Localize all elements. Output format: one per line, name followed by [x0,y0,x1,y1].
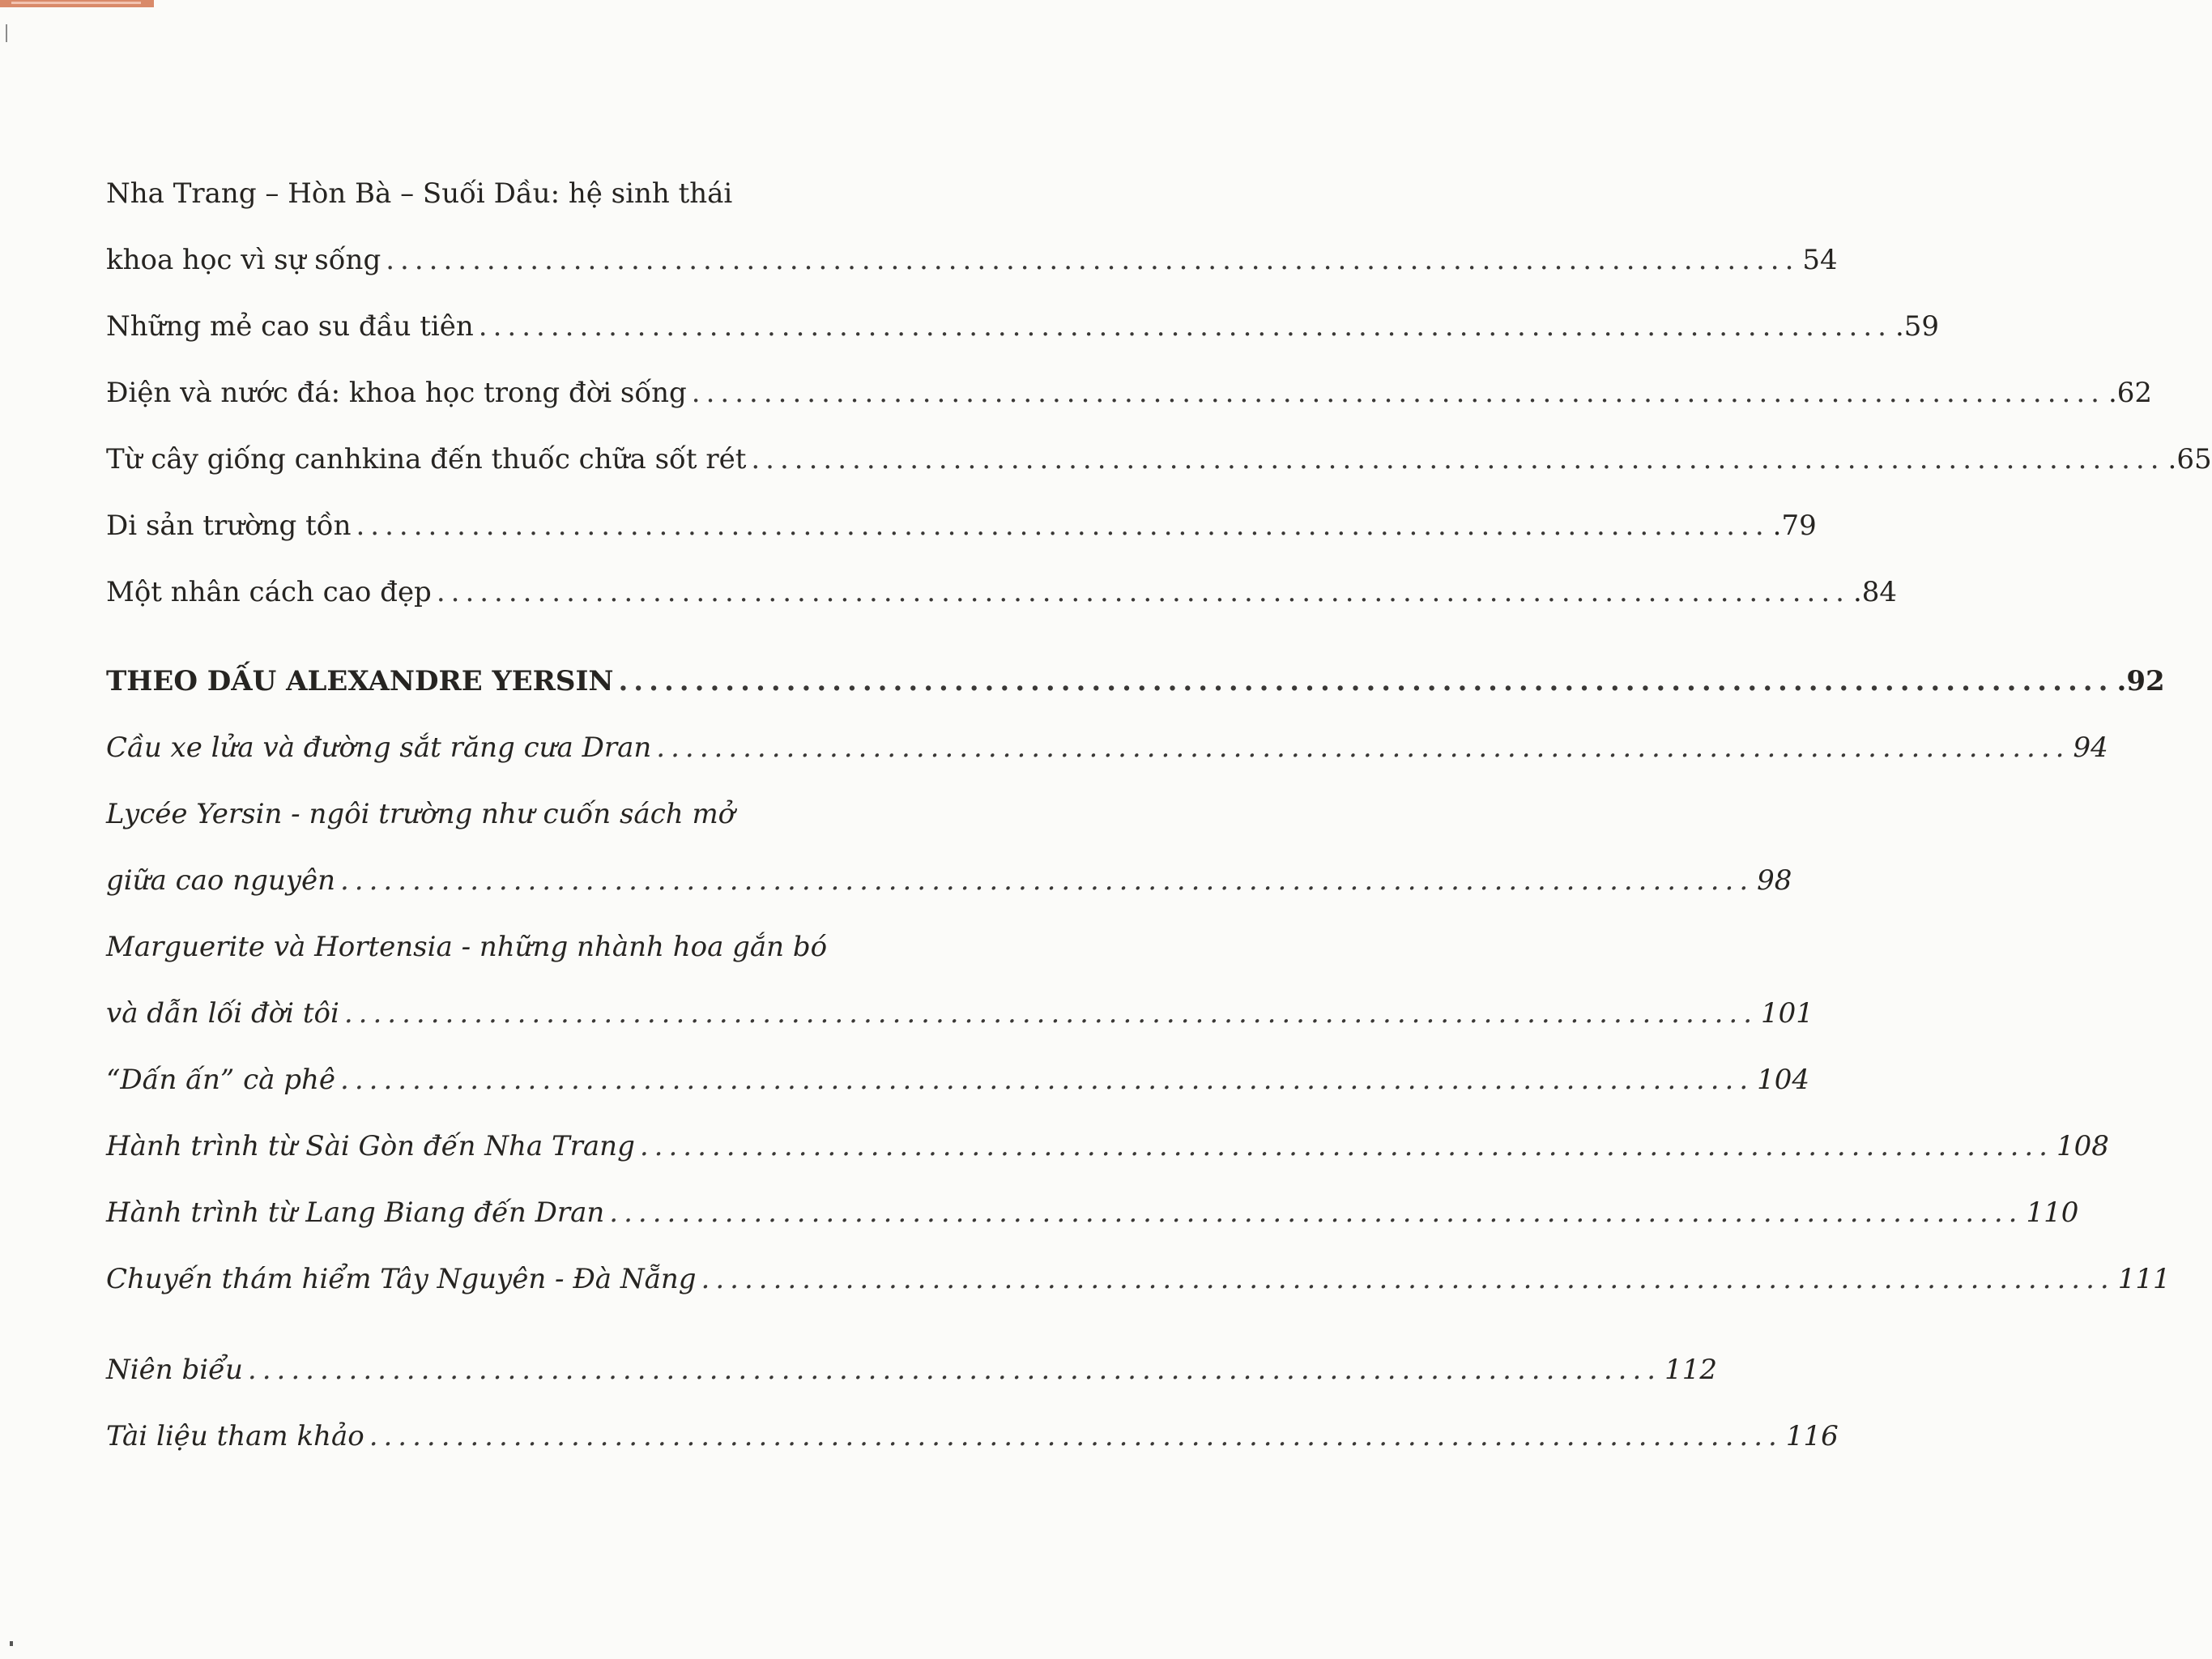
toc-entry-title: Điện và nước đá: khoa học trong đời sống [106,377,687,409]
toc-entry-title-line: Nha Trang – Hòn Bà – Suối Dầu: hệ sinh thái [106,177,733,210]
toc-entry[interactable] [106,559,1898,625]
top-edge-strip [0,0,154,7]
toc-page-number: 54 [1802,244,1838,276]
toc-page-number: 98 [1757,864,1792,897]
toc-entry[interactable] [106,493,1817,559]
toc-entry[interactable] [106,160,1838,293]
dot-leader: .................................................................................................. [618,665,2114,697]
toc-entry-title: Niên biểu [106,1354,243,1386]
toc-page-number: 94 [2073,731,2108,764]
toc-page-number: .84 [1852,576,1898,608]
toc-page-number: 110 [2026,1196,2079,1229]
toc-entry-title: Hành trình từ Lang Biang đến Dran [106,1196,605,1229]
toc-page-number: .59 [1894,310,1940,343]
toc-page-number: 104 [1757,1064,1810,1096]
dot-leader: .................................................................................................. [639,1130,2053,1162]
dot-leader: .................................................................................................. [478,310,1892,343]
dot-leader: .................................................................................................. [691,377,2105,409]
toc-entry-title: Chuyến thám hiểm Tây Nguyên - Đà Nẵng [106,1263,697,1295]
toc-page-number: 108 [2056,1130,2109,1162]
page-edge-mark [6,24,7,42]
toc-page-number: .62 [2108,377,2153,409]
dot-leader: .................................................................................................. [343,997,1758,1030]
dot-leader: .................................................................................................. [751,443,2165,476]
toc-entry-title: Một nhân cách cao đẹp [106,576,432,608]
dot-leader: .................................................................................................. [656,731,2070,764]
toc-entry-title: và dẫn lối đời tôi [106,997,339,1030]
toc-entry[interactable] [106,714,2108,781]
spacer [106,625,916,648]
toc-entry-title: khoa học vì sự sống [106,244,381,276]
toc-entry[interactable] [106,293,1940,360]
dot-leader: .................................................................................................. [340,864,1754,897]
toc-entry[interactable] [106,1179,2079,1246]
toc-entry-title: Cầu xe lửa và đường sắt răng cưa Dran [106,731,652,764]
toc-page-number: 111 [2117,1263,2171,1295]
toc-entry-title: Di sản trường tồn [106,510,352,542]
toc-entry[interactable] [106,781,1792,914]
top-edge-strip-highlight [11,2,141,4]
toc-page-number: .65 [2167,443,2212,476]
toc-entry-title: giữa cao nguyên [106,864,335,897]
toc-page-number: 112 [1664,1354,1717,1386]
toc-section-title: THEO DẤU ALEXANDRE YERSIN [106,665,614,697]
dot-leader: .................................................................................................. [386,244,1800,276]
dot-leader: .................................................................................................. [247,1354,1662,1386]
toc-entry[interactable] [106,914,1813,1047]
toc-entry[interactable] [106,1403,1839,1469]
toc-entry-title: Hành trình từ Sài Gòn đến Nha Trang [106,1130,635,1162]
dot-leader: .................................................................................................. [340,1064,1754,1096]
toc-section-heading[interactable] [106,648,2165,714]
dot-leader: .................................................................................................. [609,1196,2023,1229]
toc-page-number: 101 [1761,997,1813,1030]
toc-page-number: 116 [1785,1420,1839,1452]
spacer [106,1312,916,1337]
toc-entry-title: Từ cây giống canhkina đến thuốc chữa sốt rét [106,443,747,476]
toc-entry-title: “Dấn ấn” cà phê [106,1064,336,1096]
toc-entry-title-line: Lycée Yersin - ngôi trường như cuốn sách mở [106,798,735,830]
toc-entry-title: Những mẻ cao su đầu tiên [106,310,474,343]
toc-entry[interactable] [106,1246,2171,1312]
dot-leader: .................................................................................................. [369,1420,1783,1452]
dot-leader: .................................................................................................. [701,1263,2115,1295]
toc-entry[interactable] [106,1113,2109,1179]
toc-page-number: .79 [1772,510,1817,542]
toc-entry-title-line: Marguerite và Hortensia - những nhành hoa gắn bó [106,931,828,963]
toc-entry[interactable] [106,426,2212,493]
table-of-contents [106,160,2212,1469]
toc-entry-title: Tài liệu tham khảo [106,1420,364,1452]
toc-entry[interactable] [106,1047,1810,1113]
dot-leader: .................................................................................................. [436,576,1850,608]
toc-entry[interactable] [106,360,2153,426]
toc-entry[interactable] [106,1337,1717,1403]
page-edge-mark [10,1641,13,1646]
toc-page-number: .92 [2116,665,2165,697]
dot-leader: .................................................................................................. [356,510,1770,542]
